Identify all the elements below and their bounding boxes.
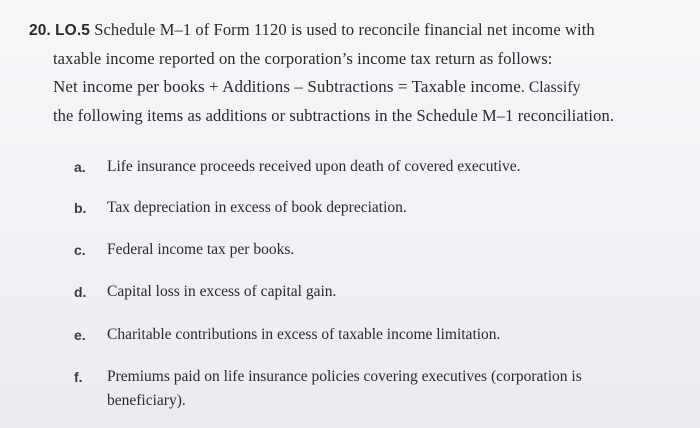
list-item bbox=[74, 365, 634, 413]
problem-intro-line-2: taxable income reported on the corporation’s income tax return as follows: bbox=[53, 49, 553, 68]
item-text: Federal income tax per books. bbox=[107, 241, 295, 258]
list-item bbox=[74, 280, 674, 304]
problem-intro-line-1: Schedule M–1 of Form 1120 is used to reconcile financial net income with bbox=[94, 20, 595, 39]
item-text: Premiums paid on life insurance policies covering executives (corporation is beneficiary). bbox=[107, 368, 582, 409]
list-item bbox=[74, 323, 674, 347]
list-item bbox=[74, 196, 674, 220]
item-letter: f. bbox=[74, 369, 83, 385]
item-letter: b. bbox=[74, 200, 87, 216]
list-item bbox=[74, 155, 674, 179]
problem-intro-line-4: the following items as additions or subtractions in the Schedule M–1 reconciliation. bbox=[53, 106, 615, 125]
item-text: Tax depreciation in excess of book depreciation. bbox=[107, 199, 407, 216]
list-item bbox=[74, 238, 674, 262]
problem-statement bbox=[29, 16, 669, 130]
problem-line-3 bbox=[29, 73, 669, 102]
item-text: Capital loss in excess of capital gain. bbox=[107, 283, 337, 300]
item-letter: e. bbox=[74, 327, 86, 343]
item-text: Charitable contributions in excess of taxable income limitation. bbox=[107, 326, 501, 343]
item-text: Life insurance proceeds received upon death of covered executive. bbox=[107, 158, 521, 175]
classify-text: . Classify bbox=[520, 79, 581, 96]
problem-number: 20. bbox=[29, 22, 51, 39]
reconciliation-formula: Net income per books + Additions – Subtractions = Taxable income bbox=[53, 77, 521, 96]
learning-objective-tag: LO.5 bbox=[55, 22, 90, 39]
problem-line-1 bbox=[29, 16, 669, 45]
item-letter: c. bbox=[74, 242, 86, 258]
item-letter: a. bbox=[74, 159, 86, 175]
item-letter: d. bbox=[74, 284, 87, 300]
